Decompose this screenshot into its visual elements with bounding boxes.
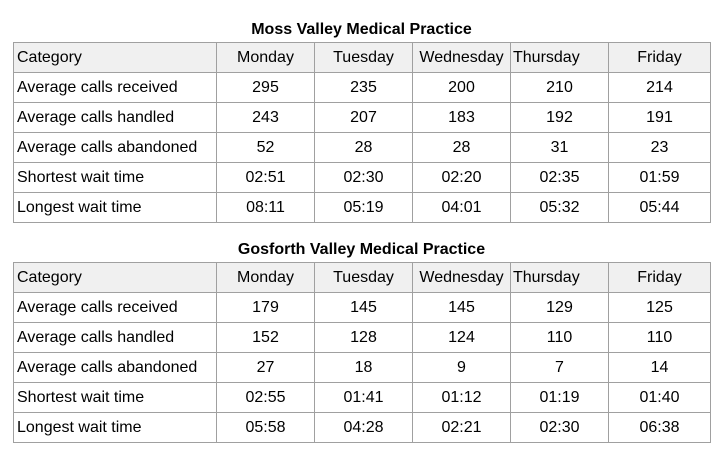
table-cell: 02:55 [217,383,315,413]
table-row [14,133,711,163]
row-label: Average calls handled [14,323,217,353]
table-cell: 110 [609,323,711,353]
row-label: Longest wait time [14,413,217,443]
table-cell: 05:32 [511,193,609,223]
row-label: Longest wait time [14,193,217,223]
column-header-tuesday: Tuesday [315,43,413,73]
gosforth-valley-table [13,262,711,443]
table-cell: 207 [315,103,413,133]
table-cell: 02:35 [511,163,609,193]
column-header-wednesday: Wednesday [413,43,511,73]
table-title: Moss Valley Medical Practice [251,21,472,38]
column-header-thursday: Thursday [511,263,609,293]
table-cell: 02:30 [315,163,413,193]
column-header-monday: Monday [217,43,315,73]
row-label: Shortest wait time [14,383,217,413]
column-header-tuesday: Tuesday [315,263,413,293]
table-row [14,293,711,323]
table-row [14,103,711,133]
table-cell: 02:20 [413,163,511,193]
table-cell: 01:12 [413,383,511,413]
column-header-category: Category [14,263,217,293]
table-cell: 14 [609,353,711,383]
table-cell: 02:30 [511,413,609,443]
table-cell: 23 [609,133,711,163]
table-cell: 235 [315,73,413,103]
table-row [14,323,711,353]
table-cell: 05:44 [609,193,711,223]
row-label: Average calls abandoned [14,133,217,163]
table-cell: 145 [315,293,413,323]
header-row [14,263,711,293]
column-header-wednesday: Wednesday [413,263,511,293]
table-cell: 28 [315,133,413,163]
table-cell: 28 [413,133,511,163]
row-label: Average calls received [14,73,217,103]
table-cell: 05:58 [217,413,315,443]
table-cell: 295 [217,73,315,103]
table-cell: 152 [217,323,315,353]
table-cell: 145 [413,293,511,323]
row-label: Average calls abandoned [14,353,217,383]
table-cell: 110 [511,323,609,353]
table-cell: 200 [413,73,511,103]
table-cell: 52 [217,133,315,163]
moss-valley-section [13,18,710,223]
table-row [14,73,711,103]
table-cell: 04:28 [315,413,413,443]
table-cell: 243 [217,103,315,133]
table-cell: 05:19 [315,193,413,223]
table-cell: 128 [315,323,413,353]
table-cell: 01:19 [511,383,609,413]
gosforth-valley-section [13,238,710,443]
table-cell: 210 [511,73,609,103]
table-cell: 18 [315,353,413,383]
table-cell: 129 [511,293,609,323]
table-cell: 27 [217,353,315,383]
table-cell: 02:21 [413,413,511,443]
table-cell: 183 [413,103,511,133]
table-cell: 124 [413,323,511,353]
column-header-friday: Friday [609,263,711,293]
table-row [14,353,711,383]
table-cell: 01:40 [609,383,711,413]
table-cell: 7 [511,353,609,383]
table-cell: 01:59 [609,163,711,193]
table-title: Gosforth Valley Medical Practice [237,241,486,258]
table-row [14,163,711,193]
table-cell: 31 [511,133,609,163]
moss-valley-table [13,42,711,223]
table-row [14,193,711,223]
row-label: Average calls received [14,293,217,323]
table-row [14,413,711,443]
table-cell: 04:01 [413,193,511,223]
column-header-friday: Friday [609,43,711,73]
column-header-thursday: Thursday [511,43,609,73]
table-cell: 191 [609,103,711,133]
table-cell: 02:51 [217,163,315,193]
row-label: Average calls handled [14,103,217,133]
table-cell: 9 [413,353,511,383]
header-row [14,43,711,73]
column-header-monday: Monday [217,263,315,293]
table-row [14,383,711,413]
row-label: Shortest wait time [14,163,217,193]
table-cell: 179 [217,293,315,323]
table-cell: 06:38 [609,413,711,443]
column-header-category: Category [14,43,217,73]
table-cell: 214 [609,73,711,103]
table-cell: 192 [511,103,609,133]
table-cell: 08:11 [217,193,315,223]
table-cell: 01:41 [315,383,413,413]
table-cell: 125 [609,293,711,323]
